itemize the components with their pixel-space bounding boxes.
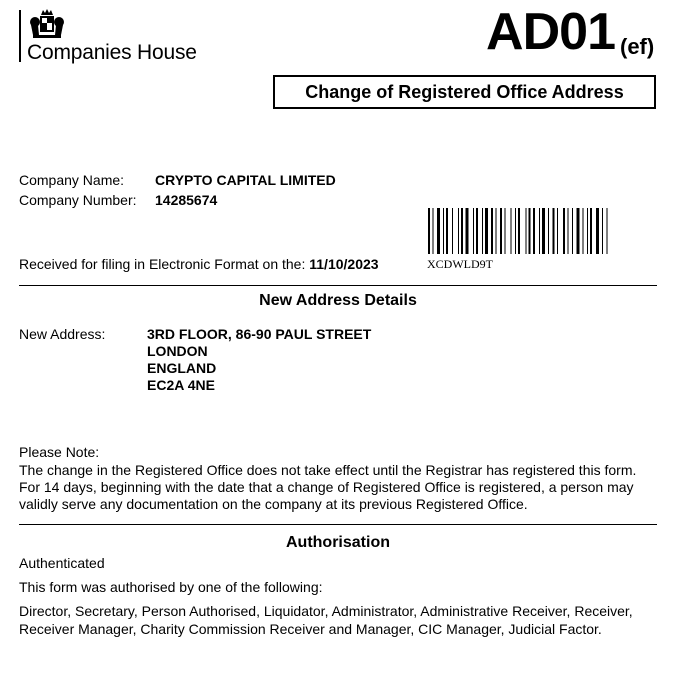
company-name-label: Company Name: (19, 172, 125, 188)
note-line: For 14 days, beginning with the date that a change of Registered Office is registered, a person may (19, 479, 634, 495)
address-line: 3RD FLOOR, 86-90 PAUL STREET (147, 326, 372, 342)
form-code: AD01 (486, 3, 615, 61)
new-address-heading: New Address Details (259, 292, 417, 309)
note-line: validly serve any documentation on the company at its previous Registered Office. (19, 496, 528, 512)
section-divider (19, 285, 657, 286)
note-heading: Please Note: (19, 444, 100, 460)
barcode-text: XCDWLD9T (427, 257, 493, 271)
address-line: ENGLAND (147, 360, 217, 376)
new-address-label: New Address: (19, 326, 106, 342)
address-line: EC2A 4NE (147, 377, 215, 393)
form-title (273, 75, 656, 109)
company-number-value: 14285674 (155, 192, 218, 208)
address-line: LONDON (147, 343, 208, 359)
note-line: The change in the Registered Office does not take effect until the Registrar has registered this form. (19, 462, 637, 478)
received-label: Received for filing in Electronic Format on the: (19, 256, 306, 272)
brand-name: Companies House (27, 41, 197, 64)
form-title-text: Change of Registered Office Address (305, 81, 624, 102)
logo-divider (19, 10, 21, 62)
form-code-suffix: (ef) (620, 34, 655, 59)
authorisation-status: Authenticated (19, 555, 105, 571)
received-line (19, 256, 379, 272)
barcode (428, 208, 650, 254)
authorisation-intro: This form was authorised by one of the following: (19, 579, 323, 595)
royal-crest-icon (27, 7, 67, 41)
company-name-value: CRYPTO CAPITAL LIMITED (155, 172, 336, 188)
authorisation-roles: Receiver Manager, Charity Commission Receiver and Manager, CIC Manager, Judicial Factor. (19, 621, 602, 637)
section-divider (19, 524, 657, 525)
received-date: 11/10/2023 (309, 256, 379, 272)
authorisation-heading: Authorisation (286, 534, 390, 551)
authorisation-roles: Director, Secretary, Person Authorised, Liquidator, Administrator, Administrative Receiver, Receiver, (19, 603, 633, 619)
company-number-label: Company Number: (19, 192, 137, 208)
